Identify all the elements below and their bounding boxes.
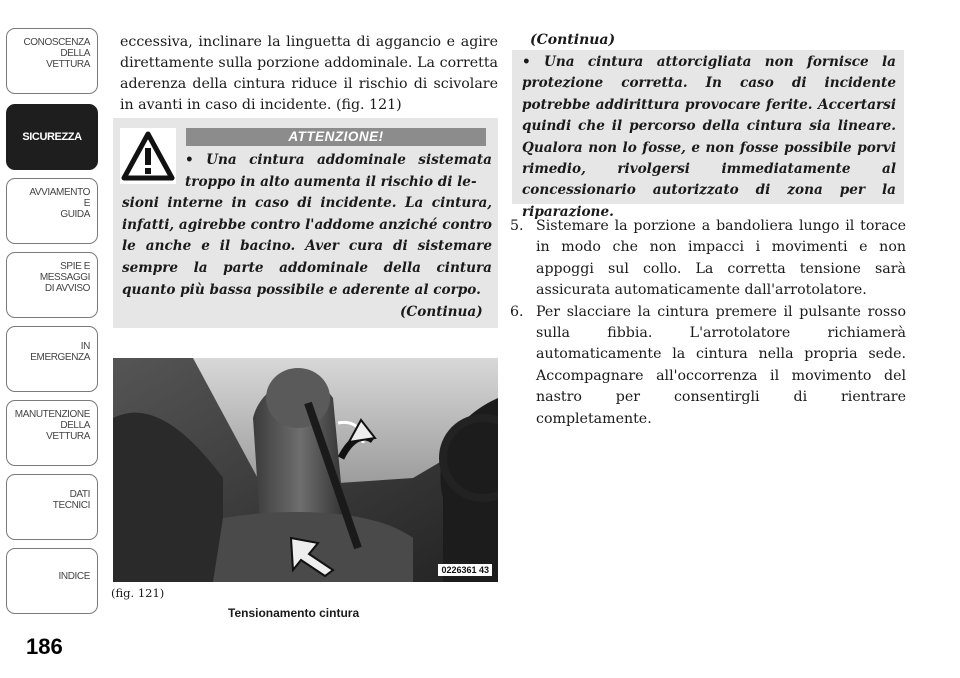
step-number: 6. xyxy=(510,303,524,320)
page-number: 186 xyxy=(26,634,63,659)
tab-label: MESSAGGI xyxy=(39,272,90,283)
tab-label: MANUTENZIONE xyxy=(14,409,90,420)
tab-label: DELLA xyxy=(60,48,90,59)
tab-label: DI AVVISO xyxy=(44,283,90,294)
intro-paragraph-block xyxy=(120,32,498,116)
tab-label: SICUREZZA xyxy=(22,130,82,143)
seat-illustration xyxy=(113,358,498,582)
tab-label: VETTURA xyxy=(46,431,90,442)
tab-label: VETTURA xyxy=(46,59,90,70)
tab-label: TECNICI xyxy=(52,500,90,511)
steps-list xyxy=(510,216,906,430)
tab-label: AVVIAMENTO xyxy=(29,187,90,198)
step-text: Per slacciare la cintura premere il pulsante rosso sulla fibbia. L'arrotolatore richiamerà automaticamente la cintura nella propria sede. Accompagnare all'occorrenza il movimento del nastro per consentirgli di rientrare completamente. xyxy=(536,303,906,427)
tab-label: DATI xyxy=(69,489,90,500)
warning-text xyxy=(122,150,492,301)
figure-seatbelt-photo xyxy=(113,358,498,582)
continua-label: (Continua) xyxy=(400,304,483,320)
figure-caption: Tensionamento cintura xyxy=(228,606,360,620)
intro-paragraph: eccessiva, inclinare la linguetta di aggancio e agire direttamente sulla porzione addominale. La corretta aderenza della cintura riduce il rischio di scivolare in avanti in caso di incidente. (fig. 121) xyxy=(120,34,498,113)
step-number: 5. xyxy=(510,218,524,234)
tab-spie-messaggi[interactable] xyxy=(6,252,98,318)
continua-heading: (Continua) xyxy=(530,32,616,48)
list-item xyxy=(510,216,906,302)
warning-title: ATTENZIONE! xyxy=(186,128,486,146)
chapter-sidebar xyxy=(0,0,104,678)
tab-indice[interactable] xyxy=(6,548,98,614)
figure-code: 0226361 43 xyxy=(438,564,492,576)
tab-dati-tecnici[interactable] xyxy=(6,474,98,540)
tab-avviamento-guida[interactable] xyxy=(6,178,98,244)
list-item xyxy=(510,302,906,430)
tab-label: GUIDA xyxy=(60,209,90,220)
warning-text-continued: • Una cintura attorcigliata non fornisce la protezione corretta. In caso di incidente potrebbe addirittura provocare ferite. Accertarsi quindi che il percorso della cintura sia lineare. Qualora non lo fosse, e non fosse possibile porvi rimedio, rivolgersi immediatamente al concessionario autorizzato di zona per la riparazione. xyxy=(522,54,896,220)
tab-manutenzione-vettura[interactable] xyxy=(6,400,98,466)
warning-text-first: • Una cintura addominale sistemata troppo in alto aumenta il rischio di le- xyxy=(185,152,492,190)
tab-conoscenza-vettura[interactable] xyxy=(6,28,98,94)
tab-emergenza[interactable] xyxy=(6,326,98,392)
tab-label: SPIE E xyxy=(60,261,90,272)
step-text: Sistemare la porzione a bandoliera lungo il torace in modo che non impacci i movimenti e non appoggi sul collo. La corretta tensione sarà assicurata automaticamente dall'arrotolatore. xyxy=(536,218,906,299)
tab-label: DELLA xyxy=(60,420,90,431)
warning-text-rest: sioni interne in caso di incidente. La cintura, infatti, agirebbe contro l'addome anziché contro le anche e il bacino. Aver cura di sistemare sempre la parte addominale della cintura quanto più bassa possibile e aderente al corpo. xyxy=(122,195,492,298)
tab-label: E xyxy=(83,198,90,209)
tab-label: CONOSCENZA xyxy=(23,37,90,48)
tab-sicurezza[interactable] xyxy=(6,104,98,170)
tab-label: EMERGENZA xyxy=(30,352,90,363)
tab-label: IN xyxy=(80,341,90,352)
tab-label: INDICE xyxy=(58,571,90,582)
figure-reference: (fig. 121) xyxy=(111,586,165,600)
